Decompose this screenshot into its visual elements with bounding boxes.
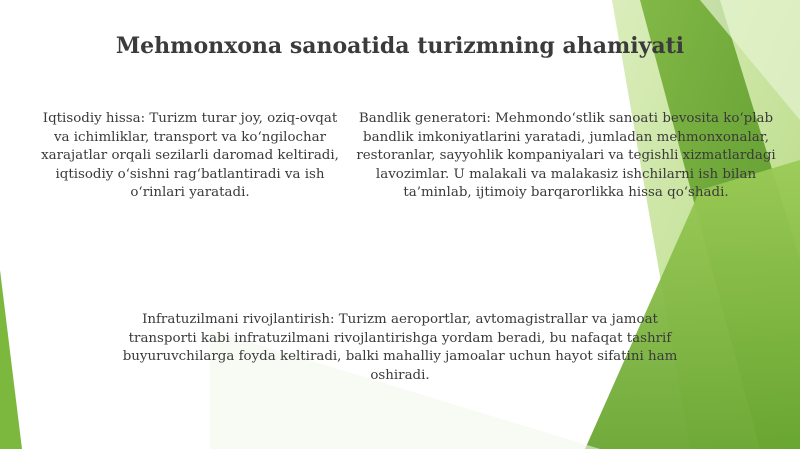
economic-contribution-text: Iqtisodiy hissa: Turizm turar joy, oziq-ovqat va ichimliklar, transport va ko‘ngilochar xarajatlar orqali sezilarli daromad keltiradi, iqtisodiy o‘sishni rag‘batlantiradi va ish o‘rinlari yaratadi. (41, 111, 339, 200)
infrastructure-development-text: Infratuzilmani rivojlantirish: Turizm aeroportlar, avtomagistrallar va jamoat transporti kabi infratuzilmani rivojlantirishga yordam beradi, bu nafaqat tashrif buyuruvchilarga foyda keltiradi, balki mahalliy jamoalar uchun hayot sifatini ham oshiradi. (122, 312, 678, 383)
employment-generator-text: Bandlik generatori: Mehmondo‘stlik sanoati bevosita ko‘plab bandlik imkoniyatlarini yaratadi, jumladan mehmonxonalar, restoranlar, sayyohlik kompaniyalari va tegishli xizmatlardagi lavozimlar. U malakali va malakasiz ishchilarni ish bilan ta’minlab, ijtimoiy barqarorlikka hissa qo‘shadi. (356, 111, 776, 200)
slide-title: Mehmonxona sanoatida turizmning ahamiyati (115, 33, 685, 59)
left-green-sliver (0, 270, 22, 449)
